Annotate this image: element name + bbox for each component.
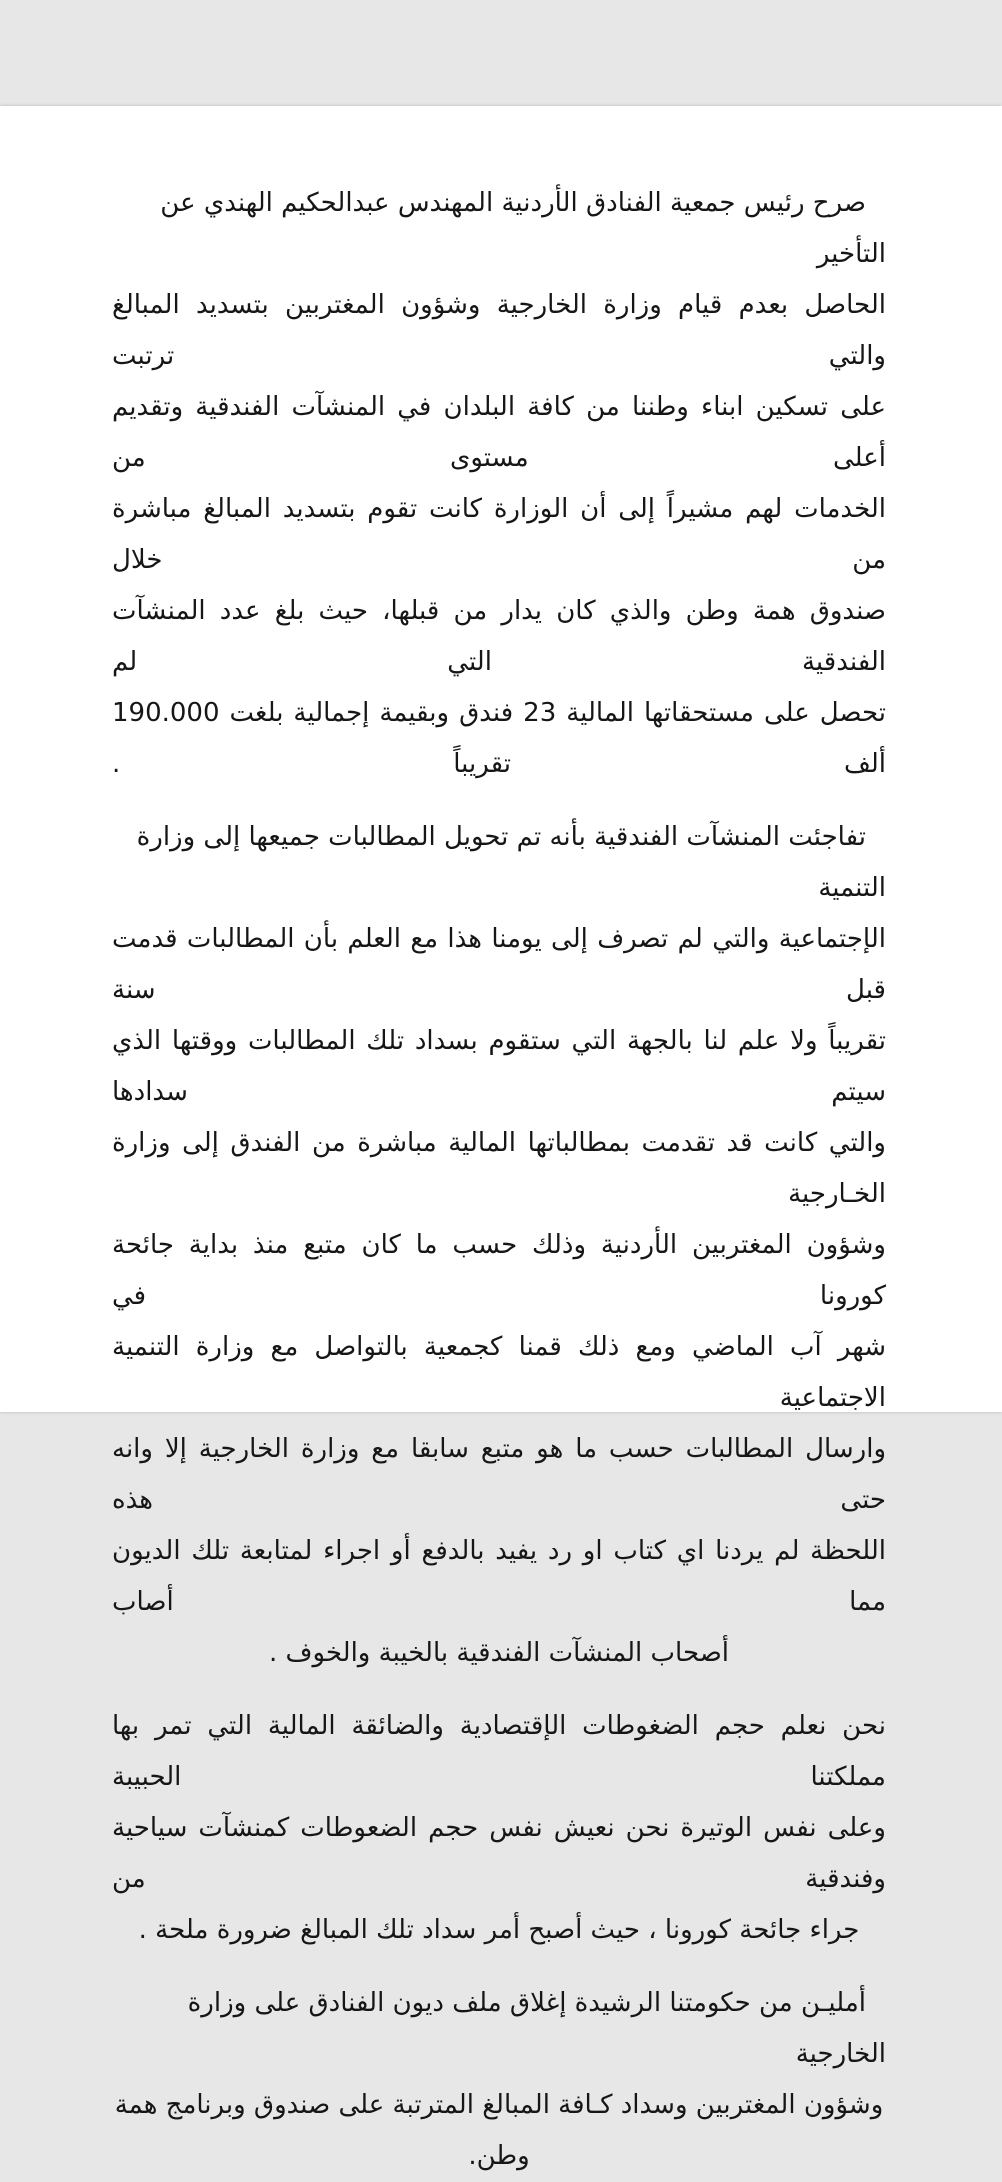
text-line: صرح رئيس جمعية الفنادق الأردنية المهندس عبدالحكيم الهندي عن التأخير xyxy=(160,188,886,269)
text-line: اللحظة لم يردنا اي كتاب او رد يفيد بالدفع أو اجراء لمتابعة تلك الديون مما أصاب xyxy=(112,1536,886,1617)
text-line: على تسكين ابناء وطننا من كافة البلدان في المنشآت الفندقية وتقديم أعلى مستوى من xyxy=(112,392,886,473)
text-line: وشؤون المغتربين وسداد كـافة المبالغ المترتبة على صندوق وبرنامج همة وطن. xyxy=(114,2090,884,2171)
text-line: تحصل على مستحقاتها المالية 23 فندق وبقيمة إجمالية بلغت 190.000 ألف تقريباً . xyxy=(112,698,886,779)
paragraph-intro xyxy=(112,178,886,790)
text-line: والتي كانت قد تقدمت بمطالباتها المالية مباشرة من الفندق إلى وزارة الخـارجية xyxy=(112,1128,886,1209)
paragraph-pressures xyxy=(112,1701,886,1956)
text-line: أصحاب المنشآت الفندقية بالخيبة والخوف . xyxy=(268,1638,730,1668)
text-line: الحاصل بعدم قيام وزارة الخارجية وشؤون المغتربين بتسديد المبالغ والتي ترتبت xyxy=(112,290,886,371)
text-line: تقريباً ولا علم لنا بالجهة التي ستقوم بسداد تلك المطالبات ووقتها الذي سيتم سدادها xyxy=(112,1026,886,1107)
text-line: الإجتماعية والتي لم تصرف إلى يومنا هذا مع العلم بأن المطالبات قدمت قبل سنة xyxy=(112,924,886,1005)
text-line: تفاجئت المنشآت الفندقية بأنه تم تحويل المطالبات جميعها إلى وزارة التنمية xyxy=(136,822,886,903)
text-line: نحن نعلم حجم الضغوطات الإقتصادية والضائقة المالية التي تمر بها مملكتنا الحبيبة xyxy=(112,1711,886,1792)
document-body xyxy=(0,106,1002,2182)
text-line: وارسال المطالبات حسب ما هو متبع سابقا مع وزارة الخارجية إلا وانه حتى هذه xyxy=(112,1434,886,1515)
text-line: صندوق همة وطن والذي كان يدار من قبلها، حيث بلغ عدد المنشآت الفندقية التي لم xyxy=(112,596,886,677)
text-line: أمليـن من حكومتنا الرشيدة إغلاق ملف ديون الفنادق على وزارة الخارجية xyxy=(187,1988,886,2069)
text-line: جراء جائحة كورونا ، حيث أصبح أمر سداد تلك المبالغ ضرورة ملحة . xyxy=(138,1915,860,1945)
text-line: الخدمات لهم مشيراً إلى أن الوزارة كانت تقوم بتسديد المبالغ مباشرة من خلال xyxy=(112,494,886,575)
document-page xyxy=(0,106,1002,2171)
text-line: شهر آب الماضي ومع ذلك قمنا كجمعية بالتواصل مع وزارة التنمية الاجتماعية xyxy=(112,1332,886,1413)
text-line: وعلى نفس الوتيرة نحن نعيش نفس حجم الضعوطات كمنشآت سياحية وفندقية من xyxy=(112,1813,886,1894)
paragraph-claims xyxy=(112,812,886,1679)
text-line: وشؤون المغتربين الأردنية وذلك حسب ما كان متبع منذ بداية جائحة كورونا في xyxy=(112,1230,886,1311)
paragraph-hope xyxy=(112,1978,886,2182)
